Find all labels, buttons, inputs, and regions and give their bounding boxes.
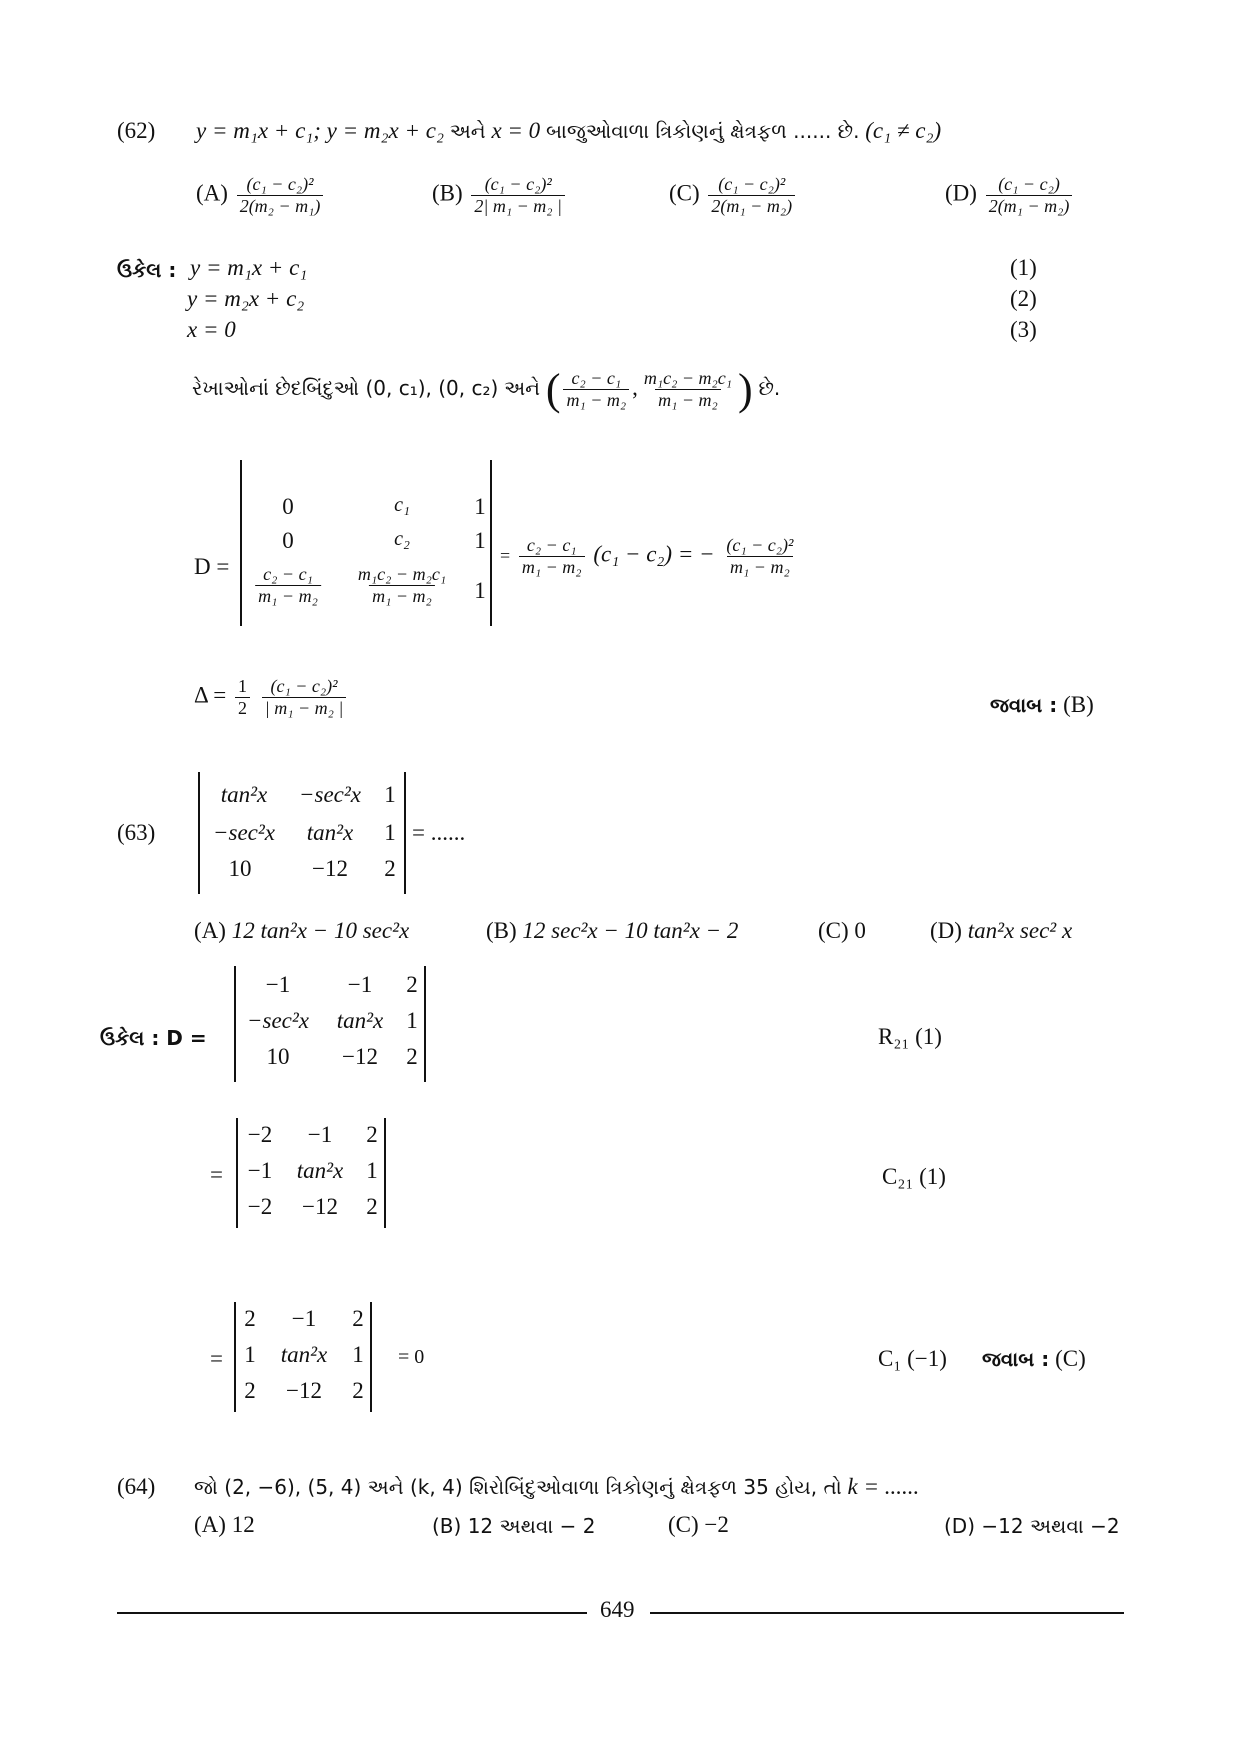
det-num: m₁c₂ − m₂c₁ bbox=[357, 564, 447, 584]
q64-option-d bbox=[944, 1514, 1120, 1538]
equals-sign: = bbox=[500, 545, 511, 566]
det-cell: −12 bbox=[342, 1044, 378, 1069]
answer-label: જવાબ : bbox=[982, 1347, 1050, 1371]
q62-D-label: D = bbox=[194, 554, 230, 579]
det-cell: tan²x bbox=[306, 820, 354, 845]
intersect-num2: m₁c₂ − m₂c₁ bbox=[643, 368, 733, 389]
det-cell: 1 bbox=[352, 1342, 364, 1367]
det-den: m₁ − m₂ bbox=[255, 585, 321, 607]
area-den1: 2 bbox=[235, 697, 250, 719]
q62-stem bbox=[196, 118, 941, 144]
det-cell bbox=[252, 564, 324, 606]
q62-answer bbox=[990, 692, 1094, 718]
q63-rhs: = ...... bbox=[412, 820, 466, 845]
det-cell: 2 bbox=[366, 1122, 378, 1147]
q62-determinant bbox=[240, 460, 492, 626]
option-numerator: (c₁ − c₂) bbox=[998, 174, 1060, 194]
q62-eq1: y = m₁x + c₁ bbox=[190, 255, 308, 280]
option-denominator: 2(m₁ − m₂) bbox=[708, 195, 795, 217]
footer-rule-right bbox=[650, 1612, 1124, 1614]
det-cell: tan²x bbox=[336, 1008, 384, 1033]
det-cell: 10 bbox=[266, 1044, 290, 1069]
q63-solution-det3 bbox=[234, 1302, 372, 1412]
q63-option-d bbox=[930, 918, 1072, 944]
det-cell: 1 bbox=[244, 1342, 256, 1367]
q64-option-a bbox=[194, 1512, 255, 1538]
option-denominator: 2(m₂ − m₁) bbox=[237, 195, 324, 217]
option-text: 12 sec²x − 10 tan²x − 2 bbox=[522, 918, 739, 943]
q62-area bbox=[194, 676, 349, 718]
page-number: 649 bbox=[600, 1597, 635, 1622]
D-den1: m₁ − m₂ bbox=[519, 556, 585, 578]
answer-value: (C) bbox=[1055, 1346, 1086, 1371]
option-label: (C) bbox=[669, 180, 700, 206]
det-num: c₂ − c₁ bbox=[263, 564, 313, 584]
det-cell: 1 bbox=[384, 820, 396, 845]
intersect-end: છે. bbox=[758, 375, 781, 400]
det-cell: −1 bbox=[247, 1158, 273, 1183]
option-text: tan²x sec² x bbox=[967, 918, 1073, 943]
det-cell: tan²x bbox=[220, 782, 268, 807]
option-label: (A) bbox=[196, 180, 228, 206]
option-numerator: (c₁ − c₂)² bbox=[246, 174, 314, 194]
option-text: 0 bbox=[854, 918, 866, 943]
answer-value: (B) bbox=[1063, 692, 1094, 717]
q63-option-b bbox=[486, 918, 738, 944]
det-cell: −sec²x bbox=[213, 820, 275, 845]
q63-op2: C₂₁ (1) bbox=[882, 1164, 946, 1189]
option-numerator: (c₁ − c₂)² bbox=[718, 174, 786, 194]
q62-solution-label: ઉકેલ : bbox=[117, 258, 177, 282]
area-num2: (c₁ − c₂)² bbox=[270, 676, 338, 696]
option-label: (D) bbox=[930, 918, 962, 943]
det-cell: 2 bbox=[352, 1378, 364, 1403]
intersect-den2: m₁ − m₂ bbox=[655, 389, 721, 411]
q64-stem-post: k = ...... bbox=[847, 1474, 920, 1499]
det-cell: 2 bbox=[406, 1044, 418, 1069]
q63-number: (63) bbox=[117, 820, 156, 845]
q62-eq1-tag: (1) bbox=[1010, 255, 1037, 280]
D-num2: (c₁ − c₂)² bbox=[726, 535, 794, 555]
det-cell: −12 bbox=[312, 856, 348, 881]
equals-sign: = bbox=[210, 1162, 223, 1187]
q64-option-b bbox=[432, 1514, 596, 1538]
q62-stem-text: બાજુઓવાળા ત્રિકોણનું ક્ષેત્રફળ ...... છે. bbox=[545, 119, 860, 143]
q62-option-c bbox=[669, 174, 798, 216]
q62-eq2-tag: (2) bbox=[1010, 286, 1037, 311]
det-cell: 2 bbox=[384, 856, 396, 881]
option-text: −12 અથવા −2 bbox=[981, 1514, 1120, 1538]
q62-eq2: y = m₂x + c₂ bbox=[187, 286, 305, 311]
q62-eq3: x = 0 bbox=[187, 317, 236, 342]
option-label: (C) bbox=[668, 1512, 699, 1537]
det-cell: 2 bbox=[244, 1378, 256, 1403]
det-cell: 2 bbox=[352, 1306, 364, 1331]
det-cell: −12 bbox=[286, 1378, 322, 1403]
q63-option-a bbox=[194, 918, 409, 944]
option-label: (D) bbox=[945, 180, 977, 206]
q62-option-d bbox=[945, 174, 1075, 216]
option-label: (B) bbox=[486, 918, 517, 943]
option-label: (A) bbox=[194, 918, 226, 943]
option-label: (A) bbox=[194, 1512, 226, 1537]
det-cell: −sec²x bbox=[247, 1008, 309, 1033]
det-cell: 1 bbox=[474, 494, 486, 519]
q64-stem bbox=[194, 1474, 919, 1500]
q62-option-b bbox=[432, 174, 568, 216]
option-label: (B) bbox=[432, 180, 463, 206]
q63-answer bbox=[982, 1346, 1086, 1372]
q63-solution-det2 bbox=[236, 1118, 386, 1228]
area-num1: 1 bbox=[238, 676, 247, 696]
det-cell: 2 bbox=[406, 972, 418, 997]
q64-stem-pre: જો (2, −6), (5, 4) અને (k, 4) શિરોબિંદુઓવાળા ત્રિકોણનું ક્ષેત્રફળ 35 હોય, તો bbox=[194, 1475, 842, 1499]
q62-stem-and: અને bbox=[449, 119, 486, 143]
q62-stem-cond: (c₁ ≠ c₂) bbox=[865, 118, 942, 143]
det-cell: 0 bbox=[282, 494, 294, 519]
det-cell: tan²x bbox=[280, 1342, 328, 1367]
option-numerator: (c₁ − c₂)² bbox=[484, 174, 552, 194]
intersect-num1: c₂ − c₁ bbox=[571, 368, 622, 389]
q62-D-expansion bbox=[500, 535, 799, 577]
q62-option-a bbox=[196, 174, 326, 216]
option-text: 12 bbox=[231, 1512, 255, 1537]
option-denominator: 2(m₁ − m₂) bbox=[986, 195, 1073, 217]
det-cell: 2 bbox=[366, 1194, 378, 1219]
q62-number: (62) bbox=[117, 118, 156, 143]
area-den2: | m₁ − m₂ | bbox=[262, 697, 347, 719]
D-middle: (c₁ − c₂) = − bbox=[593, 541, 715, 567]
option-label: (D) bbox=[944, 1514, 976, 1538]
D-den2: m₁ − m₂ bbox=[727, 556, 793, 578]
intersect-text: રેખાઓનાં છેદબિંદુઓ (0, c₁), (0, c₂) bbox=[192, 375, 499, 400]
det-cell: −1 bbox=[347, 972, 373, 997]
q63-solution-det1 bbox=[234, 966, 426, 1082]
option-denominator: 2| m₁ − m₂ | bbox=[471, 195, 565, 217]
q62-intersections: રેખાઓનાં છેદબિંદુઓ (0, c₁), (0, c₂) અને ( $\frac{\text{c₂ − c₁}}{\text{m₁ − m₂}}$ , $\frac{\text{m₁c₂ − m₂c₁}}{\text{m₁ − m₂}}$ ) છે. bbox=[192, 365, 781, 414]
det-cell: c₁ bbox=[394, 494, 410, 516]
area-lhs: Δ = bbox=[194, 682, 227, 708]
option-label: (B) bbox=[432, 1514, 462, 1538]
det-cell: 1 bbox=[366, 1158, 378, 1183]
q64-number: (64) bbox=[117, 1474, 156, 1499]
det-cell bbox=[352, 564, 452, 606]
option-text: 12 tan²x − 10 sec²x bbox=[231, 918, 410, 943]
option-label: (C) bbox=[818, 918, 849, 943]
det-cell: 0 bbox=[282, 528, 294, 553]
det-cell: −1 bbox=[265, 972, 291, 997]
det-den: m₁ − m₂ bbox=[369, 585, 435, 607]
det-cell: −1 bbox=[307, 1122, 333, 1147]
det-cell: −12 bbox=[302, 1194, 338, 1219]
det-cell: 1 bbox=[474, 528, 486, 553]
q62-eq3-tag: (3) bbox=[1010, 317, 1037, 342]
D-num1: c₂ − c₁ bbox=[526, 535, 577, 555]
intersect-den1: m₁ − m₂ bbox=[563, 389, 629, 411]
q63-solution-label: ઉકેલ : D = bbox=[100, 1026, 207, 1050]
det-cell: −1 bbox=[291, 1306, 317, 1331]
q63-determinant bbox=[198, 772, 406, 894]
option-text: −2 bbox=[704, 1512, 729, 1537]
footer-rule-left bbox=[117, 1612, 587, 1614]
det-cell: 1 bbox=[406, 1008, 418, 1033]
det-cell: 10 bbox=[228, 856, 252, 881]
option-text: 12 અથવા − 2 bbox=[467, 1514, 596, 1538]
q63-op1: R₂₁ (1) bbox=[878, 1024, 942, 1049]
q63-result: = 0 bbox=[398, 1346, 425, 1368]
det-cell: −2 bbox=[247, 1122, 273, 1147]
det-cell: −2 bbox=[247, 1194, 273, 1219]
intersect-and: અને bbox=[504, 375, 541, 400]
det-cell: c₂ bbox=[394, 528, 410, 550]
det-cell: 2 bbox=[244, 1306, 256, 1331]
q62-stem-math: y = m₁x + c₁; y = m₂x + c₂ bbox=[196, 118, 444, 143]
equals-sign: = bbox=[210, 1346, 223, 1371]
det-cell: −sec²x bbox=[299, 782, 361, 807]
det-cell: 1 bbox=[474, 578, 486, 603]
q63-option-c bbox=[818, 918, 866, 944]
answer-label: જવાબ : bbox=[990, 693, 1058, 717]
det-cell: tan²x bbox=[296, 1158, 344, 1183]
det-cell: 1 bbox=[384, 782, 396, 807]
q62-stem-x0: x = 0 bbox=[491, 118, 541, 143]
q64-option-c bbox=[668, 1512, 729, 1538]
q63-op3: C₁ (−1) bbox=[878, 1346, 947, 1371]
